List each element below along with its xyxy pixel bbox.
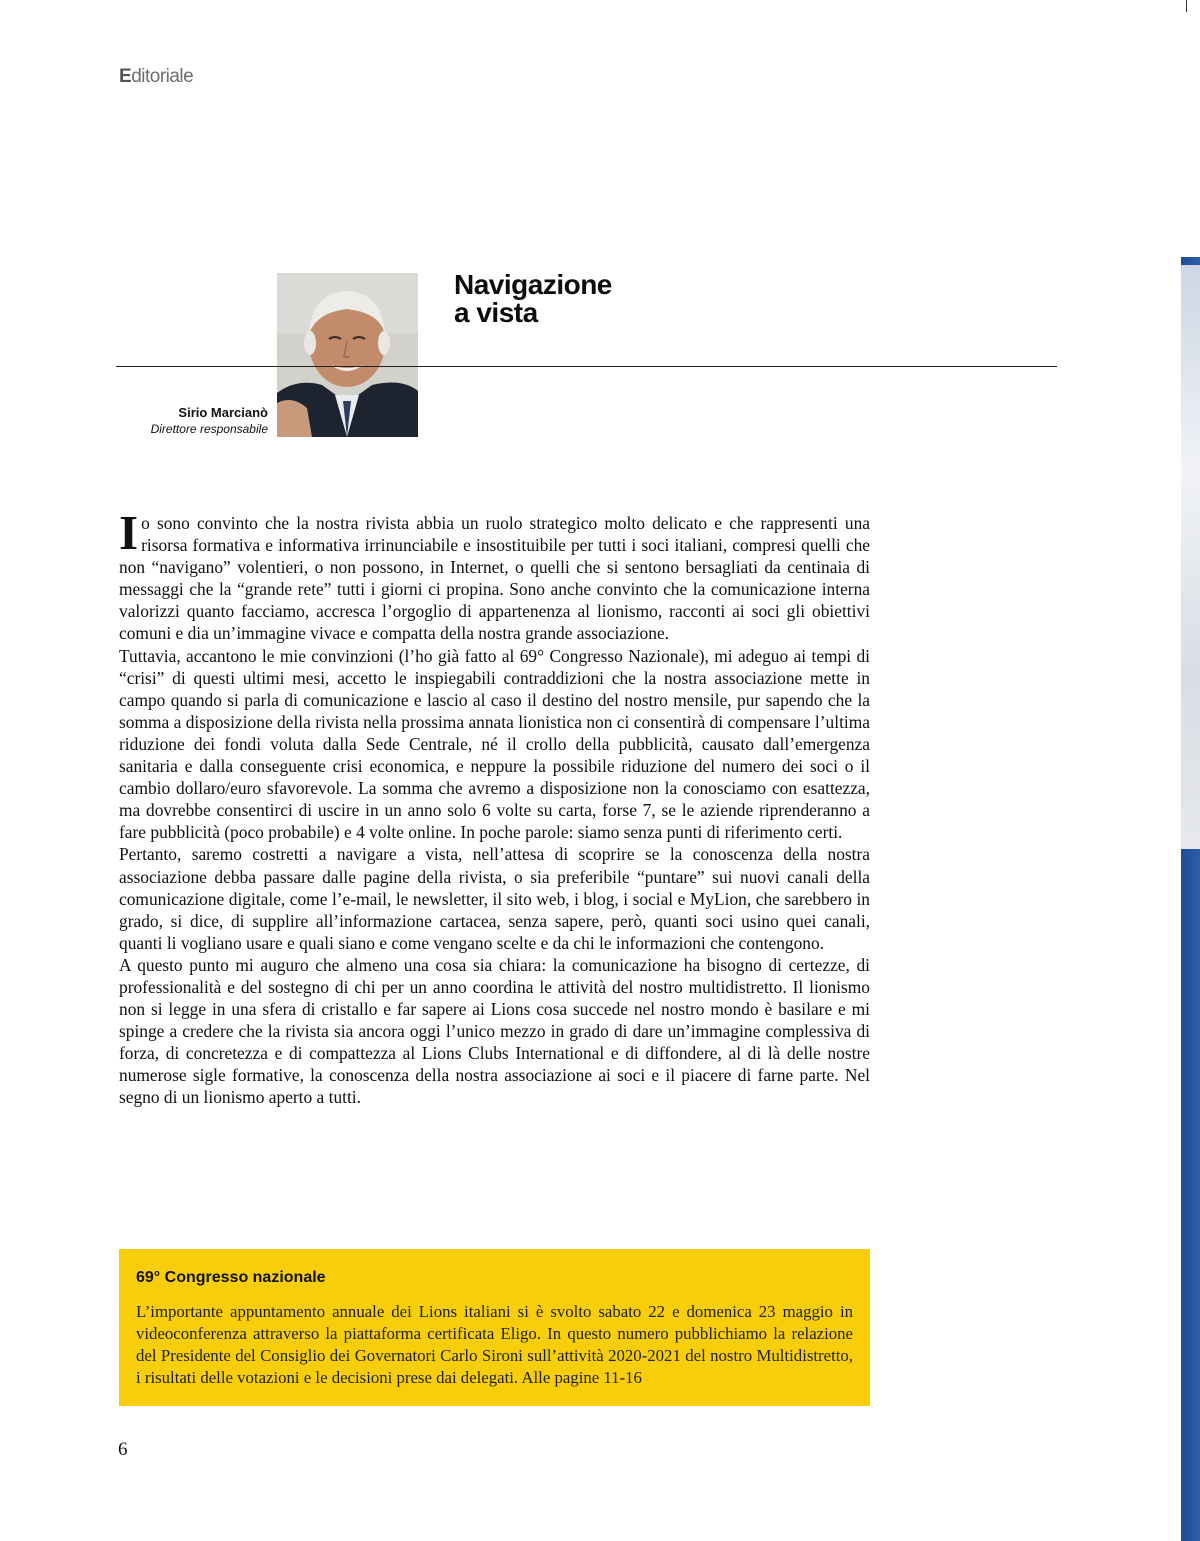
article-paragraph: Tuttavia, accantono le mie convinzioni (l’ho già fatto al 69° Congresso Nazionale), mi adeguo ai tempi di “crisi” di questi ultimi mesi, accetto le inspiegabili contraddizioni che la nostra associazione mette in campo quando si parla di comunicazione e lascio al caso il destino del nostro mensile, pur sapendo che la somma a disposizione della rivista nella prossima annata lionistica non ci consentirà di compensare l’ultima riduzione dei fondi voluta dalla Sede Centrale, né il crollo della pubblicità, causato dall’emergenza sanitaria e dalla conseguente crisi economica, e neppure la possibile riduzione del numero dei soci o il cambio dollaro/euro sfavorevole. La somma che avremo a disposizione non la conosciamo con esattezza, ma dovrebbe consentirci di uscire in un anno solo 6 volte su carta, forse 7, se le aziende riprenderanno a fare pubblicità (poco probabile) e 4 volte online. In poche parole: siamo senza punti di riferimento certi. <box>119 645 870 843</box>
paragraph-1-text: o sono convinto che la nostra rivista abbia un ruolo strategico molto delicato e che rappresenti una risorsa formativa e informativa irrinunciabile e insostituibile per tutti i soci italiani, compresi quelli che non “navigano” volentieri, o non possono, in Internet, o quelli che si sentono bersagliati da centinaia di messaggi che la “grande rete” tutti i giorni ci propina. Sono anche convinto che la comunicazione interna valorizzi quanto facciamo, accresca l’orgoglio di appartenenza al lionismo, racconti ai soci gli obiettivi comuni e dia un’immagine vivace e compatta della nostra grande associazione. <box>119 513 870 644</box>
author-role: Direttore responsabile <box>150 422 268 436</box>
article-title <box>454 271 612 327</box>
congress-box <box>119 1249 870 1406</box>
box-text: L’importante appuntamento annuale dei Lions italiani si è svolto sabato 22 e domenica 23 maggio in videoconferenza attraverso la piattaforma certificata Eligo. In questo numero pubblichiamo la relazione del Presidente del Consiglio dei Governatori Carlo Sironi sull’attività 2020-2021 del nostro Multidistretto, i risultati delle votazioni e le decisioni prese dai delegati. Alle pagine 11-16 <box>136 1302 853 1387</box>
article-paragraph: Pertanto, saremo costretti a navigare a vista, nell’attesa di scoprire se la conoscenza della nostra associazione debba passare dalle pagine della rivista, o sia preferibile “puntare” sui nuovi canali della comunicazione digitale, come l’e-mail, le newsletter, il sito web, i blog, i social e MyLion, che sarebbero in grado, si dice, di supplire all’informazione cartacea, senza sapere, però, quanti soci usino quei canali, quanti li vogliano usare e quali siano e come vengano scelte e da chi le informazioni che contengono. <box>119 844 870 953</box>
box-title: 69° Congresso nazionale <box>136 1269 326 1286</box>
title-line-2: a vista <box>454 297 538 328</box>
crop-mark <box>1186 0 1187 12</box>
author-photo <box>277 273 418 437</box>
title-line-1: Navigazione <box>454 269 612 300</box>
section-label-rest: ditoriale <box>131 66 194 87</box>
drop-cap: I <box>119 505 139 560</box>
author-name: Sirio Marcianò <box>178 405 268 420</box>
section-label-initial: E <box>119 66 132 87</box>
side-strip-image <box>1181 265 1200 849</box>
side-strip <box>1181 257 1200 1541</box>
article-paragraph <box>119 505 870 645</box>
article-paragraph: A questo punto mi auguro che almeno una cosa sia chiara: la comunicazione ha bisogno di certezze, di professionalità e del sostegno di chi per un anno coordina le attività del nostro multidistretto. Il lionismo non si legge in una sfera di cristallo e far sapere ai Lions cosa succede nel nostro mondo è basilare e mi spinge a credere che la rivista sia ancora oggi l’unico mezzo in grado di dare un’immagine complessiva di forza, di concretezza e di compattezza al Lions Clubs International e di diffondere, al di là delle nostre numerose sigle formative, la conoscenza della nostra associazione ai soci e il piacere di farne parte. Nel segno di un lionismo aperto a tutti. <box>119 954 870 1108</box>
page-number: 6 <box>118 1439 128 1460</box>
section-label <box>119 66 193 88</box>
header-rule <box>116 366 1057 367</box>
author-block <box>100 404 268 438</box>
article-body <box>119 505 870 1109</box>
